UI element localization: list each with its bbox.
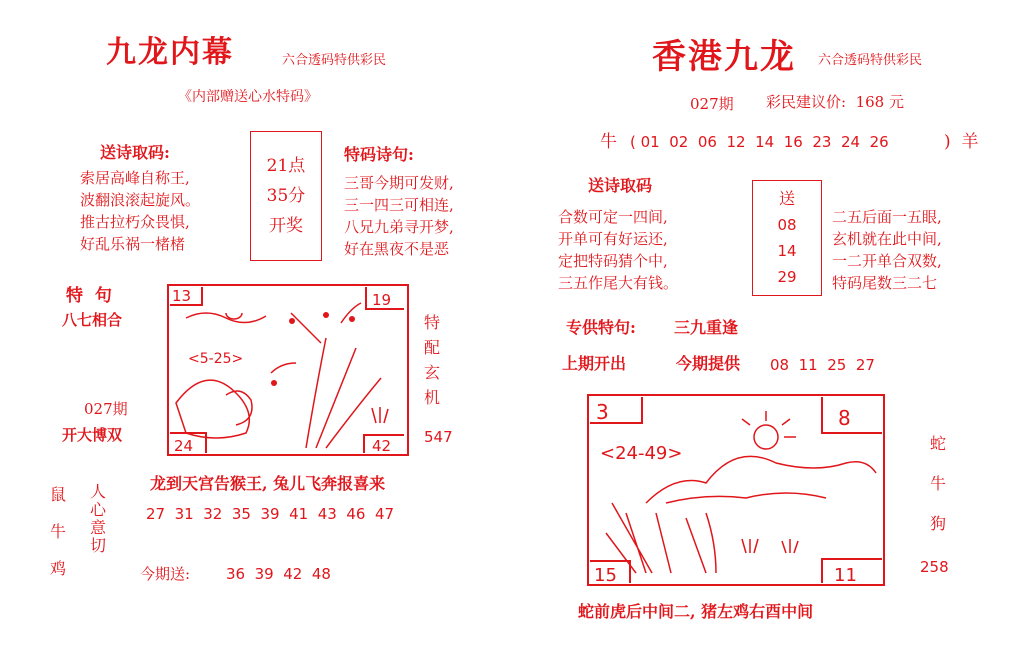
right-this-numbers: 08 11 25 27 [770, 356, 875, 374]
left-poem [80, 167, 200, 255]
left-side-char: 配 [424, 338, 441, 357]
right-poem-line: 合数可定一四间, [558, 208, 668, 226]
zodiac-char: 牛 [50, 522, 67, 541]
send-box-number: 29 [777, 268, 797, 286]
left-code-poem-line: 三一四三可相连, [344, 196, 454, 214]
right-poem-line: 开单可有好运还, [558, 230, 668, 248]
right-tagline: 蛇前虎后中间二, 猪左鸡右酉中间 [578, 602, 814, 621]
left-poem-line: 推古拉朽众畏惧, [80, 213, 190, 231]
left-draw-time-box [250, 131, 322, 261]
left-zodiac-col1 [50, 476, 66, 587]
right-side-char: 蛇 [930, 434, 947, 453]
right-code-poem-line: 玄机就在此中间, [832, 230, 942, 248]
right-pic-inscription: <24-49> [600, 443, 683, 464]
left-numbers: 27 31 32 35 39 41 43 46 47 [146, 505, 395, 523]
draw-hour: 21点 [266, 156, 306, 176]
right-pic-number-top-left: 3 [596, 400, 609, 424]
right-side-number: 258 [920, 558, 949, 576]
right-pic-number-top-right: 8 [838, 406, 851, 430]
draw-minute: 35分 [266, 186, 306, 206]
left-special-value: 八七相合 [62, 311, 123, 329]
left-poem-header: 送诗取码: [100, 143, 170, 162]
left-pic-inscription: <5-25> [188, 351, 244, 367]
right-row-numbers: ( 01 02 06 12 14 16 23 24 26 [630, 133, 889, 151]
left-code-poem [344, 172, 454, 260]
left-poem-line: 波翻浪滚起旋风。 [80, 191, 201, 209]
send-box-number: 14 [777, 242, 797, 260]
right-last-label: 上期开出 [562, 354, 627, 373]
draw-label: 开奖 [269, 216, 303, 236]
right-code-poem-line: 二五后面一五眼, [832, 208, 942, 226]
right-pic-number-bottom-left: 15 [594, 565, 617, 586]
left-send-numbers: 36 39 42 48 [226, 565, 331, 583]
right-code-poem-line: 一二开单合双数, [832, 252, 942, 270]
left-sketch-picture [166, 283, 410, 457]
right-pic-number-bottom-right: 11 [834, 565, 857, 586]
right-side-char: 牛 [930, 474, 947, 493]
right-special-label: 专供特句: [566, 318, 636, 337]
zodiac-char: 鸡 [50, 559, 67, 578]
right-send-box [752, 180, 822, 296]
left-subtitle: 六合透码特供彩民 [282, 53, 387, 68]
left-code-poem-line: 三哥今期可发财, [344, 174, 454, 192]
right-poem-line: 定把特码猜个中, [558, 252, 668, 270]
left-issue-note: 开大博双 [62, 426, 123, 444]
right-poem-header: 送诗取码 [588, 176, 653, 195]
left-pic-number-bottom-left: 24 [174, 437, 194, 455]
right-side-vertical [930, 424, 946, 544]
left-poem-line: 好乱乐祸一楮楮 [80, 235, 186, 253]
left-poem-line: 索居高峰自称王, [80, 169, 190, 187]
send-box-number: 08 [777, 216, 797, 234]
right-code-poem [832, 206, 942, 294]
zodiac-char: 鼠 [50, 485, 67, 504]
left-pic-number-bottom-right: 42 [372, 437, 392, 455]
left-side-char: 特 [424, 313, 441, 332]
left-side-char: 玄 [424, 363, 441, 382]
right-side-char: 狗 [930, 514, 947, 533]
left-code-poem-header: 特码诗句: [344, 145, 414, 164]
left-side-number: 547 [424, 428, 453, 446]
left-side-vertical [424, 310, 440, 410]
zodiac-char: 意 [90, 518, 107, 537]
left-banner: 《内部赠送心水特码》 [178, 89, 318, 105]
left-send-label: 今期送: [140, 565, 191, 583]
zodiac-char: 切 [90, 536, 107, 555]
right-poem [558, 206, 678, 294]
left-issue: 027期 [84, 400, 128, 418]
right-poem-line: 三五作尾大有钱。 [558, 274, 679, 292]
left-pic-number-top-right: 19 [372, 291, 392, 309]
right-special-value: 三九重逢 [674, 318, 739, 337]
right-subtitle: 六合透码特供彩民 [818, 53, 923, 68]
right-row-start: 牛 [600, 132, 617, 152]
right-row-end: ) 羊 [944, 132, 979, 152]
zodiac-char: 人 [90, 482, 107, 501]
right-price: 彩民建议价: 168 元 [766, 93, 904, 111]
left-side-char: 机 [424, 388, 441, 407]
right-sketch-picture [586, 393, 886, 587]
zodiac-char: 心 [90, 500, 107, 519]
right-code-poem-line: 特码尾数三二七 [832, 274, 938, 292]
right-issue: 027期 [690, 95, 734, 113]
left-code-poem-line: 八兄九弟寻开梦, [344, 218, 454, 236]
right-title: 香港九龙 [652, 37, 796, 77]
left-tagline: 龙到天宫告猴王, 兔儿飞奔报喜来 [150, 474, 386, 493]
left-code-poem-line: 好在黑夜不是恶 [344, 240, 450, 258]
left-special-label: 特 句 [66, 286, 112, 306]
left-title: 九龙内幕 [106, 35, 234, 70]
left-pic-number-top-left: 13 [172, 287, 192, 305]
left-zodiac-col2 [90, 483, 106, 555]
right-this-label: 今期提供 [676, 354, 741, 373]
send-box-label: 送 [778, 189, 795, 208]
